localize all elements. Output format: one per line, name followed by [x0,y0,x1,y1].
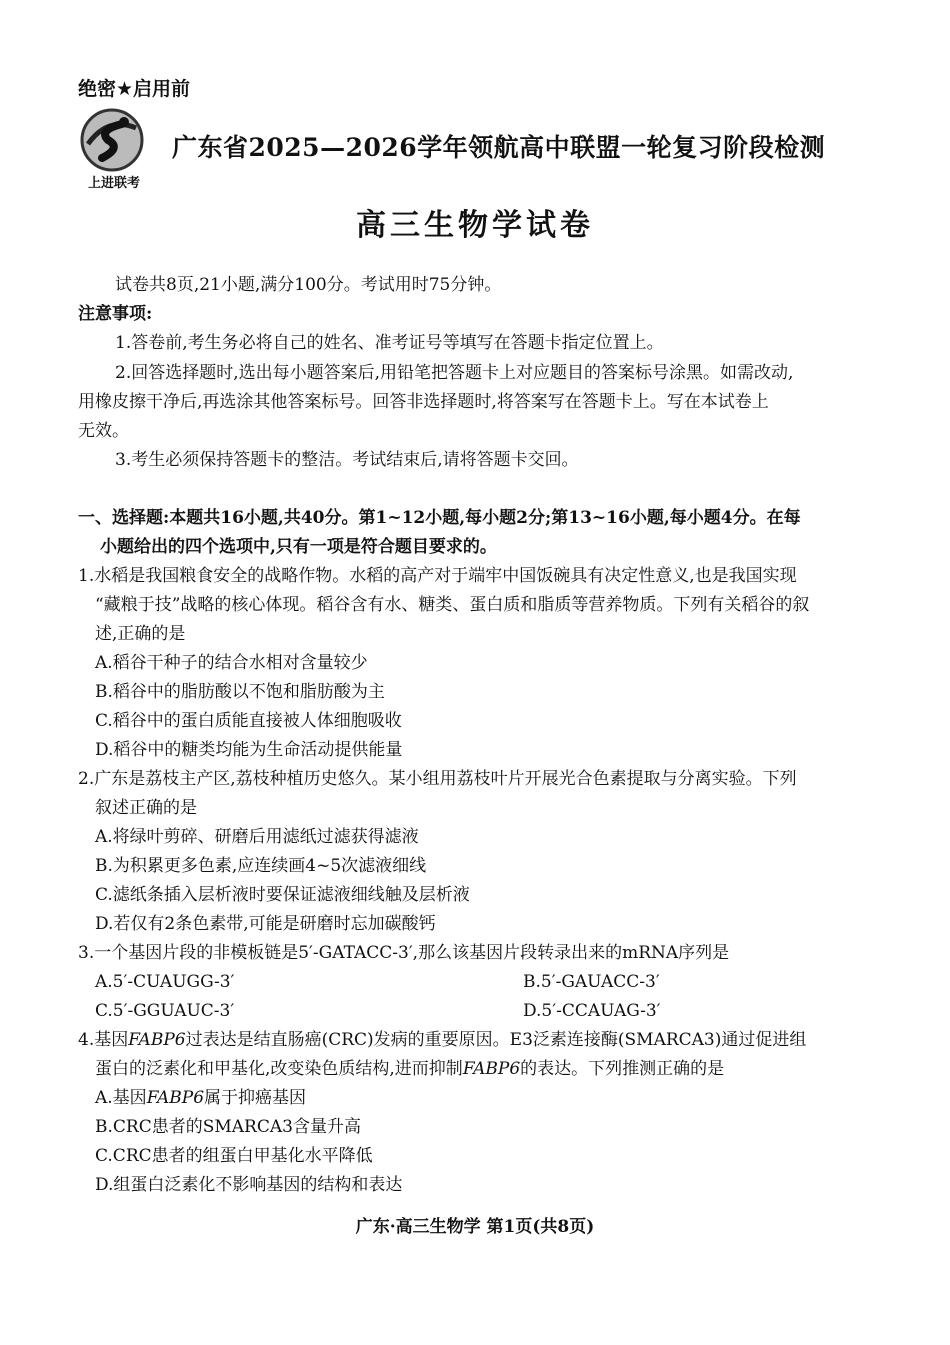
notice-heading: 注意事项: [78,304,153,324]
q1-option-a: A.稻谷干种子的结合水相对含量较少 [95,653,368,673]
q4-stem-line-1 [78,1028,806,1052]
q1-stem-line-3: 述,正确的是 [95,624,186,644]
q4-option-a [95,1086,306,1110]
q4-option-d: D.组蛋白泛素化不影响基因的结构和表达 [95,1175,403,1195]
notice-item-1: 1.答卷前,考生务必将自己的姓名、准考证号等填写在答题卡指定位置上。 [115,333,664,353]
page-footer: 广东·高三生物学 第1页(共8页) [355,1217,595,1237]
q3-option-b: B.5′-GAUACC-3′ [523,972,660,992]
q4-stem-line-2 [95,1057,724,1081]
q4-option-a-prefix: A.基因 [95,1088,147,1108]
q4-stem-prefix: 4.基因 [78,1030,129,1050]
q1-option-c: C.稻谷中的蛋白质能直接被人体细胞吸收 [95,711,402,731]
q4-stem-line-2-b: 的表达。下列推测正确的是 [520,1059,725,1079]
q2-option-b: B.为积累更多色素,应连续画4~5次滤液细线 [95,856,427,876]
gene-name: FABP6 [128,1030,186,1050]
notice-item-2-line-2: 用橡皮擦干净后,再选涂其他答案标号。回答非选择题时,将答案写在答题卡上。写在本试卷上 [78,392,769,412]
q1-option-d: D.稻谷中的糖类均能为生命活动提供能量 [95,740,403,760]
exam-logo [78,106,146,192]
exam-info: 试卷共8页,21小题,满分100分。考试用时75分钟。 [115,275,502,295]
q3-option-c: C.5′-GGUAUC-3′ [95,1001,235,1021]
q3-stem: 3.一个基因片段的非模板链是5′-GATACC-3′,那么该基因片段转录出来的mRNA序列是 [78,943,730,963]
notice-item-2-line-1: 2.回答选择题时,选出每小题答案后,用铅笔把答题卡上对应题目的答案标号涂黑。如需改动, [115,363,794,383]
q3-option-a: A.5′-CUAUGG-3′ [95,972,235,992]
q1-option-b: B.稻谷中的脂肪酸以不饱和脂肪酸为主 [95,682,385,702]
logo-text: 上进联考 [87,176,140,191]
q4-stem-line-2-a: 蛋白的泛素化和甲基化,改变染色质结构,进而抑制 [95,1059,463,1079]
gene-name: FABP6 [146,1088,205,1108]
section-heading-line-1: 一、选择题:本题共16小题,共40分。第1~12小题,每小题2分;第13~16小题,每小题4分。在每 [78,508,801,528]
q2-stem-line-2: 叙述正确的是 [95,798,197,818]
paper-title: 高三生物学试卷 [356,208,594,243]
q1-stem-line-2: “藏粮于技”战略的核心体现。稻谷含有水、糖类、蛋白质和脂质等营养物质。下列有关稻谷的叙 [95,595,810,615]
notice-item-3: 3.考生必须保持答题卡的整洁。考试结束后,请将答题卡交回。 [115,450,579,470]
gene-name: FABP6 [462,1059,521,1079]
logo-icon [78,106,146,174]
q4-stem-rest: 过表达是结直肠癌(CRC)发病的重要原因。E3泛素连接酶(SMARCA3)通过促进组 [185,1030,807,1050]
q4-option-a-rest: 属于抑癌基因 [204,1088,307,1108]
q2-stem-line-1: 2.广东是荔枝主产区,荔枝种植历史悠久。某小组用荔枝叶片开展光合色素提取与分离实验。下列 [78,769,797,789]
notice-item-2-line-3: 无效。 [78,421,129,441]
q2-option-a: A.将绿叶剪碎、研磨后用滤纸过滤获得滤液 [95,827,419,847]
q3-option-d: D.5′-CCAUAG-3′ [523,1001,661,1021]
q2-option-c: C.滤纸条插入层析液时要保证滤液细线触及层析液 [95,885,470,905]
q1-stem-line-1: 1.水稻是我国粮食安全的战略作物。水稻的高产对于端牢中国饭碗具有决定性意义,也是我国实现 [78,566,797,586]
q4-option-b: B.CRC患者的SMARCA3含量升高 [95,1117,361,1137]
section-heading-line-2: 小题给出的四个选项中,只有一项是符合题目要求的。 [100,537,497,557]
exam-title: 广东省2025—2026学年领航高中联盟一轮复习阶段检测 [172,133,826,162]
confidential-label: 绝密★启用前 [78,78,191,100]
q2-option-d: D.若仅有2条色素带,可能是研磨时忘加碳酸钙 [95,914,436,934]
q4-option-c: C.CRC患者的组蛋白甲基化水平降低 [95,1146,373,1166]
